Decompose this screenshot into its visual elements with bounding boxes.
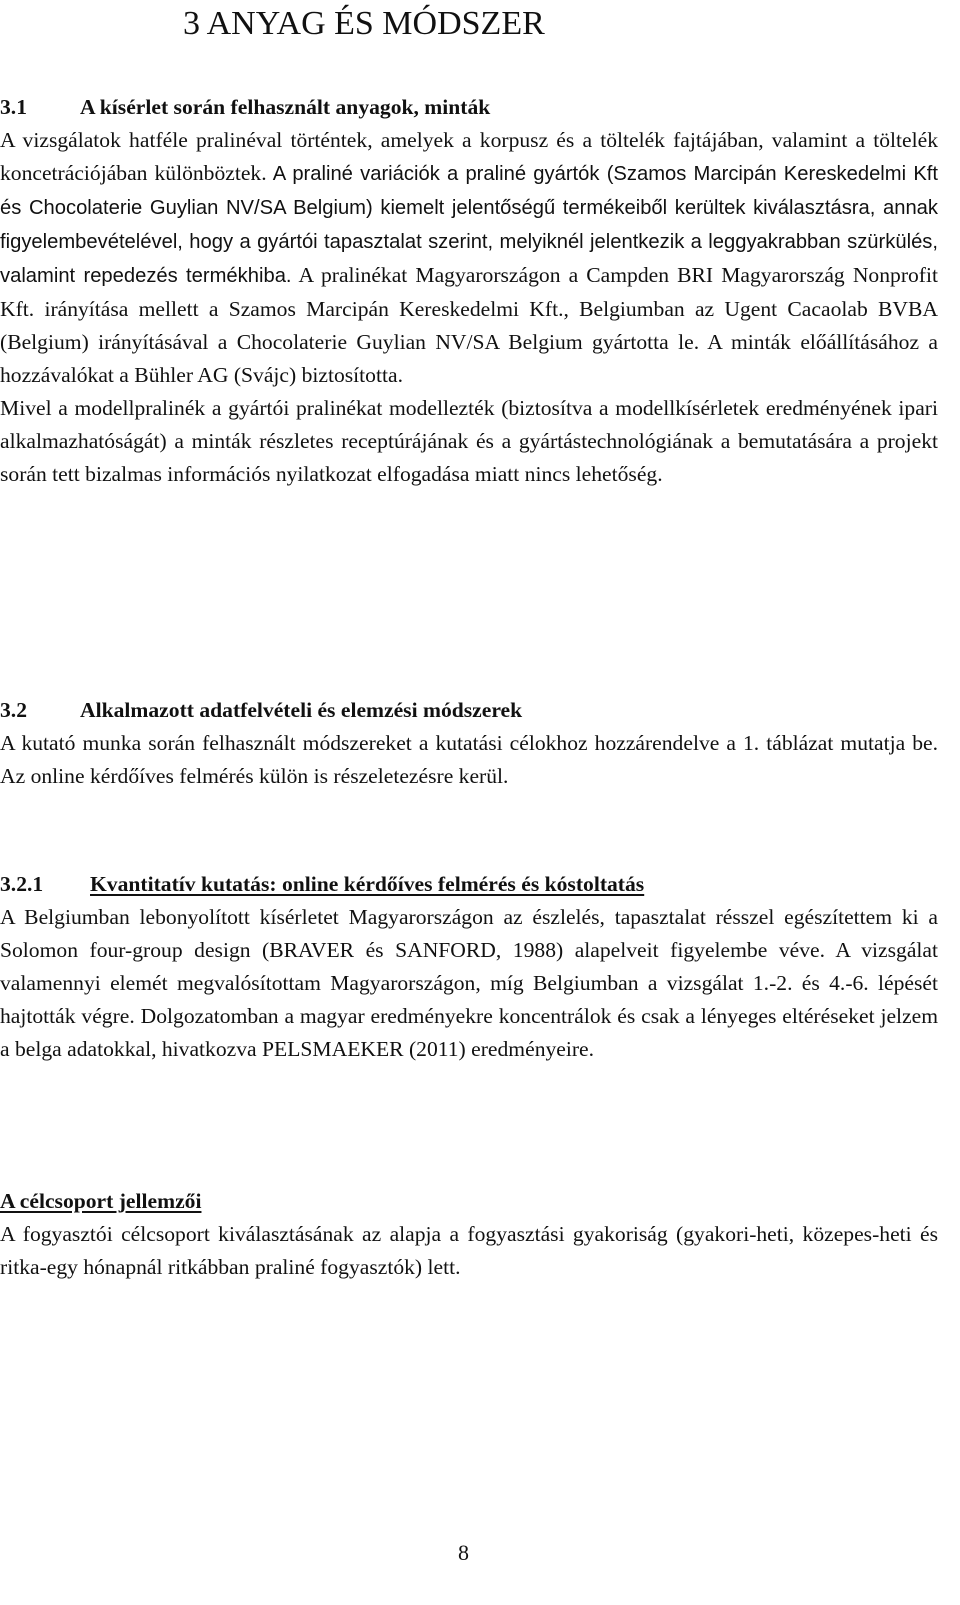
section-3-1-paragraph-1 (0, 124, 938, 392)
section-3-1 (0, 91, 938, 491)
target-group-paragraph: A fogyasztói célcsoport kiválasztásának az alapja a fogyasztási gyakoriság (gyakori-heti, közepes-heti és ritka-egy hónapnál ritkábban praliné fogyasztók) lett. (0, 1222, 938, 1279)
section-3-1-number: 3.1 (0, 95, 27, 119)
chapter-title: 3 ANYAG ÉS MÓDSZER (183, 5, 545, 42)
section-3-2-title: Alkalmazott adatfelvételi és elemzési módszerek (80, 698, 523, 722)
target-group-heading (0, 1185, 938, 1218)
section-3-2 (0, 694, 938, 793)
section-3-2-1 (0, 868, 938, 1066)
section-3-1-heading (0, 91, 938, 124)
target-group-section (0, 1185, 938, 1284)
page-number: 8 (458, 1540, 469, 1565)
section-3-1-para1-part-a: A vizsgálatok hatféle pralinéval történtek, amelyek a korpusz és a töltelék fajtájában, valamint a töltelék koncetrációjában különböztek. (0, 128, 938, 185)
section-3-2-1-heading (0, 868, 938, 901)
section-3-2-heading (0, 694, 938, 727)
section-3-1-para1-part-b: A pralinékat Magyarországon a Campden BRI Magyarország Nonprofit Kft. irányítása mellett a Szamos Marcipán Kereskedelmi Kft., Belgiumban az Ugent Cacaolab BVBA (Belgium) irányításával a Chocolaterie Guylian NV/SA Belgium gyártotta le. A minták előállításához a hozzávalókat a Bühler AG (Svájc) biztosította. (0, 263, 938, 387)
section-3-1-title: A kísérlet során felhasznált anyagok, minták (80, 95, 491, 119)
target-group-title: A célcsoport jellemzői (0, 1189, 202, 1213)
section-3-2-number: 3.2 (0, 698, 27, 722)
section-3-2-1-paragraph: A Belgiumban lebonyolított kísérletet Magyarországon az észlelés, tapasztalat résszel egészítettem ki a Solomon four-group design (BRAVER és SANFORD, 1988) alapelveit figyelembe véve. A vizsgálat valamennyi elemét megvalósítottam Magyarországon, míg Belgiumban a vizsgálat 1.-2. és 4.-6. lépését hajtották végre. Dolgozatomban a magyar eredményekre koncentrálok és csak a lényeges eltéréseket jelzem a belga adatokkal, hivatkozva PELSMAEKER (2011) eredményeire. (0, 905, 938, 1061)
section-3-1-paragraph-2: Mivel a modellpralinék a gyártói pralinékat modellezték (biztosítva a modellkísérletek eredményének ipari alkalmazhatóságát) a minták részletes receptúrájának és a gyártástechnológiának a bemutatására a projekt során tett bizalmas információs nyilatkozat elfogadása miatt nincs lehetőség. (0, 396, 938, 486)
section-3-2-1-number: 3.2.1 (0, 872, 44, 896)
section-3-1-para1-part-sans: A praliné variációk a praliné gyártók (Szamos Marcipán Kereskedelmi Kft és Chocolaterie Guylian NV/SA Belgium) kiemelt jelentőségű termékeiből kerültek kiválasztásra, annak figyelembevételével, hogy a gyártói tapasztalat szerint, melyiknél jelentkezik a leggyakrabban szürkülés, valamint repedezés termékhiba. (0, 163, 938, 287)
section-3-2-1-title: Kvantitatív kutatás: online kérdőíves felmérés és kóstoltatás (90, 872, 645, 896)
section-3-2-paragraph: A kutató munka során felhasznált módszereket a kutatási célokhoz hozzárendelve a 1. táblázat mutatja be. Az online kérdőíves felmérés külön is részeletezésre kerül. (0, 731, 938, 788)
